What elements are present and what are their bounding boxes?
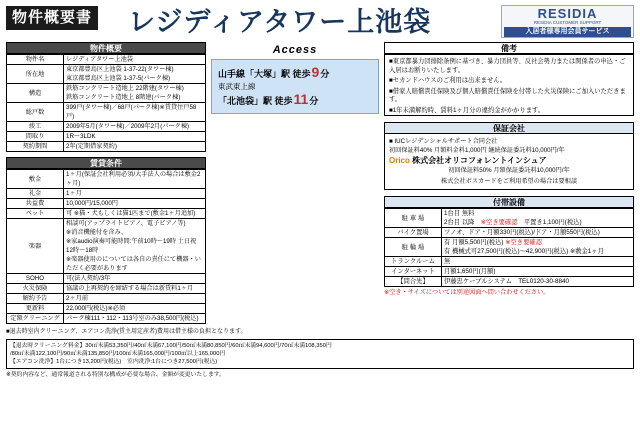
property-row [7, 84, 206, 103]
main-columns [6, 42, 634, 324]
rent-row-value: 可 ※猫・犬もしくは猫1匹まで(敷金1ヶ月追加) [64, 209, 206, 219]
access-line-2-pre: 「北池袋」駅 徒歩 [218, 96, 293, 106]
property-table [6, 54, 206, 152]
rent-row-key: 更新料 [7, 304, 64, 314]
rent-row [7, 284, 206, 294]
property-row-value: 2年(定期借家契約) [64, 142, 206, 152]
access-line-1-minutes: 9 [311, 64, 320, 80]
guarantee-line-1: ■ IUCレジデンシャルサポート合同会社 [389, 138, 498, 145]
brand-logo-band: 入居者様専用会員サービス [504, 27, 631, 37]
guarantee-company-fee: 初回保証料50% 月額保証委託料10,000円/年 [448, 167, 570, 174]
footer-cleaning-box [6, 339, 634, 369]
equipment-row [385, 228, 634, 238]
equipment-availability-note: ※空き・サイズについては別途図面へ問い合わせください。 [384, 289, 550, 296]
section-title-rent: 賃貸条件 [6, 157, 206, 169]
rent-row-key: 敷金 [7, 170, 64, 189]
property-row [7, 122, 206, 132]
left-column [6, 42, 206, 324]
rent-row [7, 189, 206, 199]
footer-cleaning-line: 【エアコン洗浄】1台につき13,200円(税込) 室内洗浄:1台につき27,500円(税込) [10, 359, 218, 365]
footer-cleaning-line: /80㎡未満122,100円/90㎡未満135,850円/100㎡未満165,000円/100㎡以上165,000円 [10, 351, 226, 357]
property-row-key: 総戸数 [7, 103, 64, 122]
remark-item: ■東京都暴力団排除条例に基づき、暴力団員等、反社会勢力または関係者の申込・ご入居はお断りいたします。 [389, 58, 626, 74]
property-row [7, 132, 206, 142]
property-row [7, 103, 206, 122]
property-row-key: 契約期間 [7, 142, 64, 152]
rent-row-key: 礼金 [7, 189, 64, 199]
right-column [384, 42, 634, 324]
rent-row-key: 共益費 [7, 199, 64, 209]
equipment-row-value: 無 [442, 257, 634, 267]
equipment-row-key: バイク置場 [385, 228, 442, 238]
document-type-badge: 物件概要書 [6, 6, 98, 30]
access-sub-line: 東武東上線 [218, 82, 256, 91]
property-row-key: 物件名 [7, 55, 64, 65]
rent-row-key: 解約予告 [7, 294, 64, 304]
footer-line-1: ■退去時室内クリーニング、エアコン洗浄(賃主用定産者)費用は借主様の負担となります。 [6, 329, 247, 335]
equipment-contact-value: 伊藤忠ケーブルシステム TEL0120-30-8840 [442, 277, 634, 287]
rent-row-key: 楽器 [7, 219, 64, 274]
equipment-row-value: ツノオ、ドア・月額330円(税込)/ドア・月額550円(税込) [442, 228, 634, 238]
orico-mark-icon: Orico [389, 156, 410, 165]
guarantee-line-2: 初回保証料40% 月額料金料1,000円 継続保証委託料10,000円/年 [389, 147, 565, 154]
section-title-guarantee: 保証会社 [384, 122, 634, 134]
guarantee-company-name: 株式会社オリコフォレントインシュア [412, 156, 547, 165]
access-title: Access [272, 44, 318, 56]
rent-row-value: 相談可(アップライトピアノ、電子ピアノ等) ※消音機能付を含み、 ※家audio演奏可能時間:午前10時～19時 土日祝12時～18時 ※楽器使用のについては各自の責任にて機器・いただく必要があります [64, 219, 206, 274]
equipment-row-key: 駐 車 場 [385, 209, 442, 228]
rent-row-value: 22,000円(税込)※必須 [64, 304, 206, 314]
equipment-row-value: 1台目 無料 2台目 以降 ※空き要確認 平置き1,100円(税込) [442, 209, 634, 228]
equipment-row-key: トランクルーム [385, 257, 442, 267]
access-line-2 [218, 92, 372, 108]
rent-row-value: 10,000円/15,000円 [64, 199, 206, 209]
section-title-remarks: 備考 [384, 42, 634, 54]
remark-item: ■借家人賠償責任保険及び個人賠償責任保険を付帯した火災保険にご加入いただきます。 [389, 87, 626, 103]
property-row [7, 142, 206, 152]
rent-row-key: 定額クリーニング [7, 314, 64, 324]
rent-row [7, 304, 206, 314]
footer [6, 328, 634, 379]
brand-logo [501, 5, 634, 38]
equipment-row-key: インターネット [385, 267, 442, 277]
rent-row-value: 可(法人契約/3年 [64, 274, 206, 284]
property-row-key: 構造 [7, 84, 64, 103]
equipment-row [385, 209, 634, 228]
property-row-value: 1R～3LDK [64, 132, 206, 142]
access-line-2-minutes: 11 [293, 91, 309, 107]
page-title: レジディアタワー上池袋 [128, 7, 432, 37]
property-row [7, 65, 206, 84]
rent-row [7, 314, 206, 324]
brand-logo-main: RESIDIA [537, 6, 598, 21]
rent-row-value: 協議の上再契約を締結する場合は新賃料1ヶ月 [64, 284, 206, 294]
property-row-key: 竣工 [7, 122, 64, 132]
equipment-row [385, 267, 634, 277]
property-row-value: 2009年5月(タワー棟)／2009年2月(パーク棟) [64, 122, 206, 132]
availability-flag: ※空き要確認 [480, 219, 518, 226]
rent-row-key: 火災保険 [7, 284, 64, 294]
rent-row-value: 2ヶ月前 [64, 294, 206, 304]
rent-row [7, 209, 206, 219]
equipment-contact-row [385, 277, 634, 287]
rent-row-key: ペット [7, 209, 64, 219]
rent-row-value: パーク棟111・112・113号室のみ38,500円(税込) [64, 314, 206, 324]
document-header [6, 4, 634, 42]
guarantee-box [384, 134, 634, 190]
brand-logo-sub: RESIDIA CUSTOMER SUPPORT [533, 20, 602, 25]
rent-table [6, 169, 206, 324]
section-title-property: 物件概要 [6, 42, 206, 54]
footer-cleaning-line: 【退去時クリーニング料金】30㎡未満53,350円/40㎡未満67,100円/50㎡未満80,850円/60㎡未満94,600円/70㎡未満108,350円 [10, 343, 332, 349]
rent-row [7, 199, 206, 209]
rent-row-key: SOHO [7, 274, 64, 284]
remark-item: ■セカンドハウスのご利用は出来ません。 [389, 77, 507, 84]
rent-row [7, 219, 206, 274]
guarantee-company [389, 155, 629, 166]
equipment-row [385, 238, 634, 257]
remark-item: ■1年未満解約時、賃料1ヶ月分の違約金がかかります。 [389, 106, 545, 114]
rent-row-value: 1ヶ月(保証会社利用必須/大手法人の場合は敷金2ヶ月) [64, 170, 206, 189]
access-line-1 [218, 65, 372, 81]
guarantee-note: 株式会社ボスカードをご利用希望の場合は要相談 [440, 178, 578, 185]
access-line-1-pre: 山手線「大塚」駅 徒歩 [218, 69, 311, 79]
availability-flag: ※空き要確認 [505, 239, 542, 246]
equipment-row-value: 月額1,650円(月額) [442, 267, 634, 277]
rent-row-value: 1ヶ月 [64, 189, 206, 199]
access-line-2-post: 分 [309, 96, 319, 106]
footer-tail: ※契約内容など、通常報道される特別な構成が必要な場合、金額が変更いたします。 [6, 372, 225, 378]
property-row-key: 間取り [7, 132, 64, 142]
rent-row [7, 294, 206, 304]
equipment-row [385, 257, 634, 267]
access-line-1-post: 分 [320, 69, 330, 79]
property-row-value: 鉄筋コンクリート造地上 22階建(タワー棟) 鉄筋コンクリート造地上 8階建(パーク棟) [64, 84, 206, 103]
equipment-contact-label: 【問合先】 [385, 277, 442, 287]
access-column [211, 42, 379, 324]
property-row [7, 55, 206, 65]
property-row-key: 所在地 [7, 65, 64, 84]
property-row-value: 399戸(タワー棟)／68戸(パーク棟)※賃貸住戸58戸) [64, 103, 206, 122]
property-row-value: 東京都豊島区上池袋 1-37-22(タワー棟) 東京都豊島区上池袋 1-37-5(パーク棟) [64, 65, 206, 84]
property-row-value: レジディアタワー上池袋 [64, 55, 206, 65]
access-box [211, 59, 379, 114]
equipment-row-value: 有 月額5,500円(税込) ※空き要確認 有 機械式可27,500円(税込)～42,900円(税込) ※敷金1ヶ月 [442, 238, 634, 257]
section-title-equipment: 付帯設備 [384, 196, 634, 208]
rent-row [7, 274, 206, 284]
equipment-table [384, 208, 634, 287]
rent-row [7, 170, 206, 189]
remarks-box [384, 54, 634, 116]
equipment-row-key: 駐 輪 場 [385, 238, 442, 257]
